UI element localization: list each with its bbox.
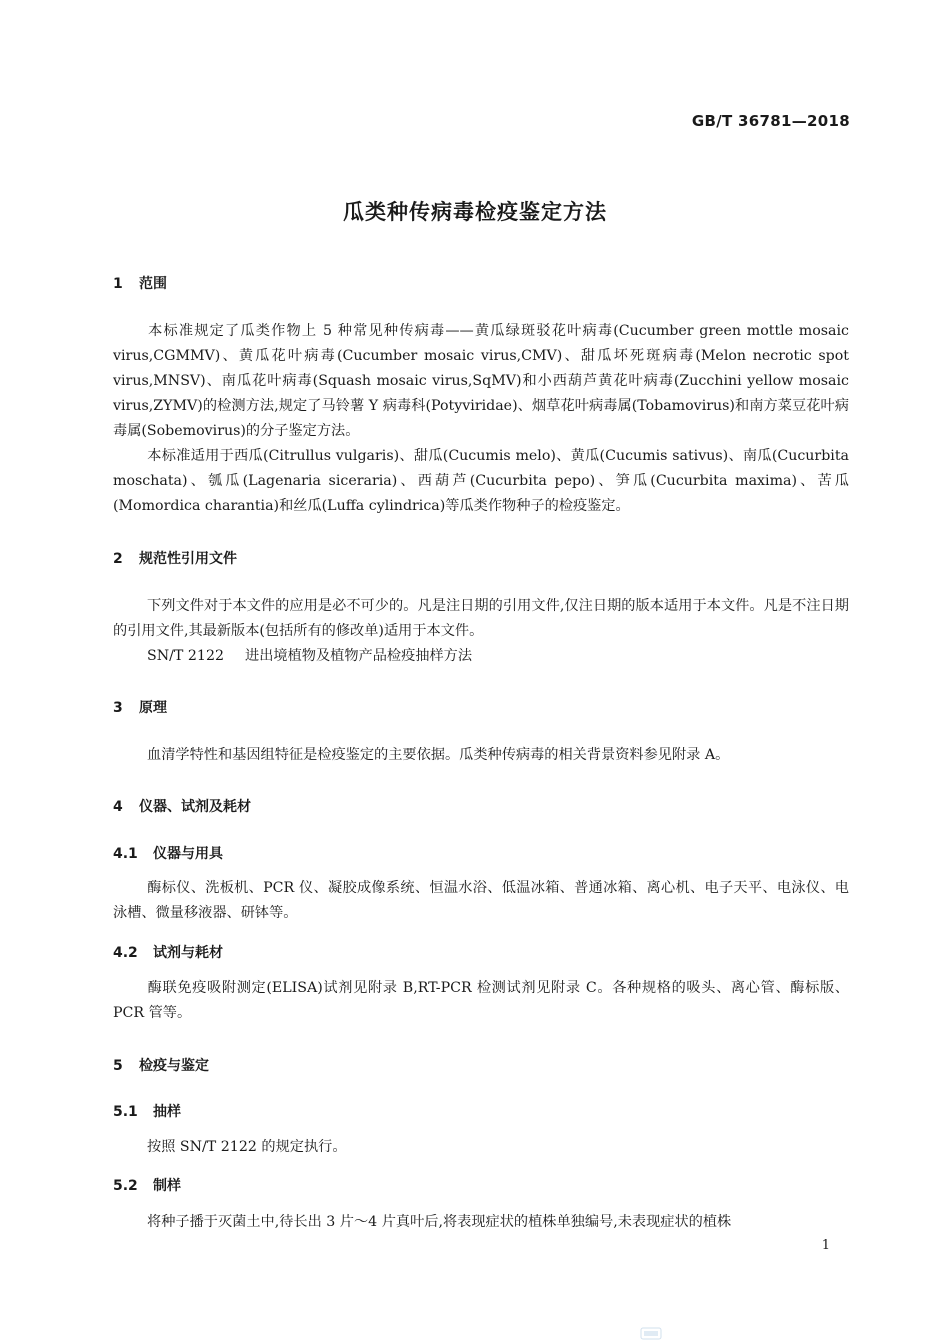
reference-title: 进出境植物及植物产品检疫抽样方法 (245, 648, 473, 664)
section-number: 4.1 (113, 846, 138, 862)
section-number: 3 (113, 700, 123, 716)
section-4-2-paragraph (113, 976, 849, 1026)
section-4-1-paragraph (113, 876, 849, 926)
section-title: 制样 (153, 1178, 181, 1194)
page-number: 1 (821, 1238, 830, 1253)
paragraph-text: 酶标仪、洗板机、PCR 仪、凝胶成像系统、恒温水浴、低温冰箱、普通冰箱、离心机、电子天平、电泳仪、电泳槽、微量移液器、研钵等。 (113, 880, 849, 921)
paragraph-text: 血清学特性和基因组特征是检疫鉴定的主要依据。瓜类种传病毒的相关背景资料参见附录 A。 (147, 747, 730, 763)
section-3-paragraph-1 (113, 743, 849, 768)
section-2-paragraph-1 (113, 594, 849, 644)
section-title: 规范性引用文件 (139, 551, 237, 567)
paragraph-text: 按照 SN/T 2122 的规定执行。 (147, 1139, 347, 1155)
section-1-heading (113, 273, 167, 293)
section-title: 仪器与用具 (153, 846, 223, 862)
section-5-2-paragraph (113, 1210, 849, 1235)
paragraph-text: 酶联免疫吸附测定(ELISA)试剂见附录 B,RT-PCR 检测试剂见附录 C。各种规格的吸头、离心管、酶标版、PCR 管等。 (113, 980, 849, 1021)
section-number: 4 (113, 799, 123, 815)
section-title: 试剂与耗材 (153, 945, 223, 961)
section-title: 检疫与鉴定 (139, 1058, 209, 1074)
section-title: 原理 (139, 700, 167, 716)
section-1-paragraph-2 (113, 444, 849, 519)
section-number: 5 (113, 1058, 123, 1074)
section-number: 4.2 (113, 945, 138, 961)
section-4-1-heading (113, 843, 223, 863)
section-title: 仪器、试剂及耗材 (139, 799, 251, 815)
section-3-heading (113, 697, 167, 717)
document-title: 瓜类种传病毒检疫鉴定方法 (343, 200, 607, 224)
paragraph-text: 下列文件对于本文件的应用是必不可少的。凡是注日期的引用文件,仅注日期的版本适用于本文件。凡是不注日期的引用文件,其最新版本(包括所有的修改单)适用于本文件。 (113, 598, 849, 639)
section-4-2-heading (113, 942, 223, 962)
paragraph-text: 本标准适用于西瓜(Citrullus vulgaris)、甜瓜(Cucumis melo)、黄瓜(Cucumis sativus)、南瓜(Cucurbita moschata)、瓠瓜(Lagenaria siceraria)、西葫芦(Cucurbita pepo)、笋瓜(Cucurbita maxima)、苦瓜(Momordica charantia)和丝瓜(Luffa cylindrica)等瓜类作物种子的检疫鉴定。 (113, 448, 849, 514)
section-1-paragraph-1 (113, 319, 849, 444)
watermark-logo-icon (640, 1326, 662, 1340)
section-number: 2 (113, 551, 123, 567)
section-number: 5.2 (113, 1178, 138, 1194)
section-4-heading (113, 796, 251, 816)
paragraph-text: 将种子播于灭菌土中,待长出 3 片～4 片真叶后,将表现症状的植株单独编号,未表现症状的植株 (147, 1214, 732, 1230)
section-number: 5.1 (113, 1104, 138, 1120)
section-5-heading (113, 1055, 209, 1075)
section-number: 1 (113, 276, 123, 292)
normative-reference (147, 644, 472, 669)
standard-number: GB/T 36781—2018 (691, 112, 850, 130)
reference-code: SN/T 2122 (147, 648, 224, 664)
section-title: 范围 (139, 276, 167, 292)
section-5-1-heading (113, 1101, 181, 1121)
section-2-heading (113, 548, 237, 568)
paragraph-text: 本标准规定了瓜类作物上 5 种常见种传病毒——黄瓜绿斑驳花叶病毒(Cucumber green mottle mosaic virus,CGMMV)、黄瓜花叶病毒(Cucumber mosaic virus,CMV)、甜瓜坏死斑病毒(Melon necrotic spot virus,MNSV)、南瓜花叶病毒(Squash mosaic virus,SqMV)和小西葫芦黄花叶病毒(Zucchini yellow mosaic virus,ZYMV)的检测方法,规定了马铃薯 Y 病毒科(Potyviridae)、烟草花叶病毒属(Tobamovirus)和南方菜豆花叶病毒属(Sobemovirus)的分子鉴定方法。 (113, 323, 849, 439)
section-5-2-heading (113, 1175, 181, 1195)
section-title: 抽样 (153, 1104, 181, 1120)
section-5-1-paragraph (113, 1135, 849, 1160)
